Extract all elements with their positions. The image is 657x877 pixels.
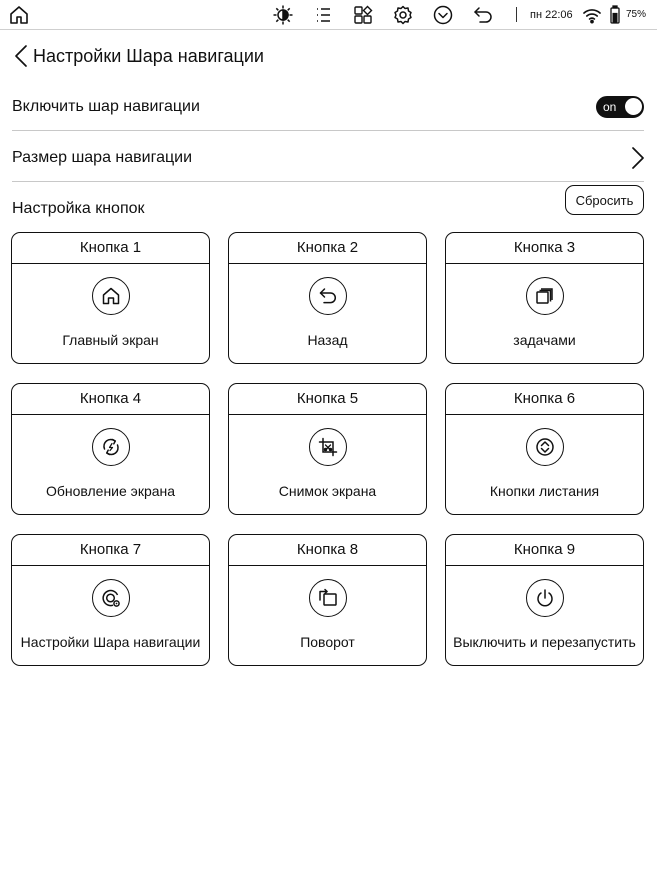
back-icon[interactable]	[472, 4, 494, 26]
page-scroll-icon	[526, 428, 564, 466]
button-card-8[interactable]	[228, 534, 427, 666]
button-card-2[interactable]	[228, 232, 427, 364]
buttons-section-header	[12, 192, 644, 220]
navball-size-label: Размер шара навигации	[12, 149, 193, 166]
chevron-left-icon	[10, 44, 34, 68]
wifi-icon	[581, 4, 603, 26]
chevron-right-icon[interactable]	[631, 146, 645, 170]
button-card-5[interactable]	[228, 383, 427, 515]
back-icon	[309, 277, 347, 315]
card-action-label: Снимок экрана	[278, 483, 377, 499]
card-title: Кнопка 2	[229, 233, 426, 264]
card-action-label: Обновление экрана	[45, 483, 176, 499]
card-title: Кнопка 6	[446, 384, 643, 415]
tasks-icon	[526, 277, 564, 315]
card-action-label: задачами	[513, 332, 576, 348]
dropdown-icon[interactable]	[432, 4, 454, 26]
reset-button[interactable]: Сбросить	[565, 185, 644, 215]
status-separator	[516, 7, 517, 22]
toggle-knob	[624, 97, 643, 116]
screenshot-icon	[309, 428, 347, 466]
button-card-9[interactable]	[445, 534, 644, 666]
enable-navball-toggle[interactable]	[596, 96, 644, 118]
battery-percent: 75%	[626, 9, 647, 20]
card-action-label: Главный экран	[62, 332, 159, 348]
refresh-icon	[92, 428, 130, 466]
divider	[12, 130, 644, 131]
card-title: Кнопка 1	[12, 233, 209, 264]
divider	[12, 181, 644, 182]
card-action-label: Поворот	[300, 634, 355, 650]
navball-settings-icon	[92, 579, 130, 617]
card-title: Кнопка 8	[229, 535, 426, 566]
settings-icon[interactable]	[392, 4, 414, 26]
card-title: Кнопка 3	[446, 233, 643, 264]
button-card-1[interactable]	[11, 232, 210, 364]
enable-navball-row[interactable]	[12, 96, 644, 118]
page-header	[0, 36, 657, 76]
home-icon[interactable]	[8, 4, 30, 26]
apps-icon[interactable]	[352, 4, 374, 26]
card-title: Кнопка 9	[446, 535, 643, 566]
card-action-label: Настройки Шара навигации	[20, 634, 201, 650]
button-card-6[interactable]	[445, 383, 644, 515]
card-title: Кнопка 4	[12, 384, 209, 415]
page-title: Настройки Шара навигации	[33, 46, 264, 66]
card-title: Кнопка 7	[12, 535, 209, 566]
card-title: Кнопка 5	[229, 384, 426, 415]
button-card-4[interactable]	[11, 383, 210, 515]
toggle-state-text: on	[603, 100, 617, 114]
home-icon	[92, 277, 130, 315]
card-action-label: Выключить и перезапустить	[453, 634, 636, 650]
rotate-icon	[309, 579, 347, 617]
card-action-label: Назад	[307, 332, 348, 348]
card-action-label: Кнопки листания	[489, 483, 600, 499]
buttons-section-label: Настройка кнопок	[12, 200, 145, 217]
status-time: пн 22:06	[530, 9, 573, 21]
list-icon[interactable]	[312, 4, 334, 26]
enable-navball-label: Включить шар навигации	[12, 98, 200, 115]
button-card-7[interactable]	[11, 534, 210, 666]
status-bar	[0, 0, 657, 30]
battery-icon	[608, 4, 626, 26]
button-card-3[interactable]	[445, 232, 644, 364]
navball-size-row[interactable]	[12, 147, 644, 169]
back-button[interactable]	[10, 44, 34, 68]
power-icon	[526, 579, 564, 617]
brightness-icon[interactable]	[272, 4, 294, 26]
